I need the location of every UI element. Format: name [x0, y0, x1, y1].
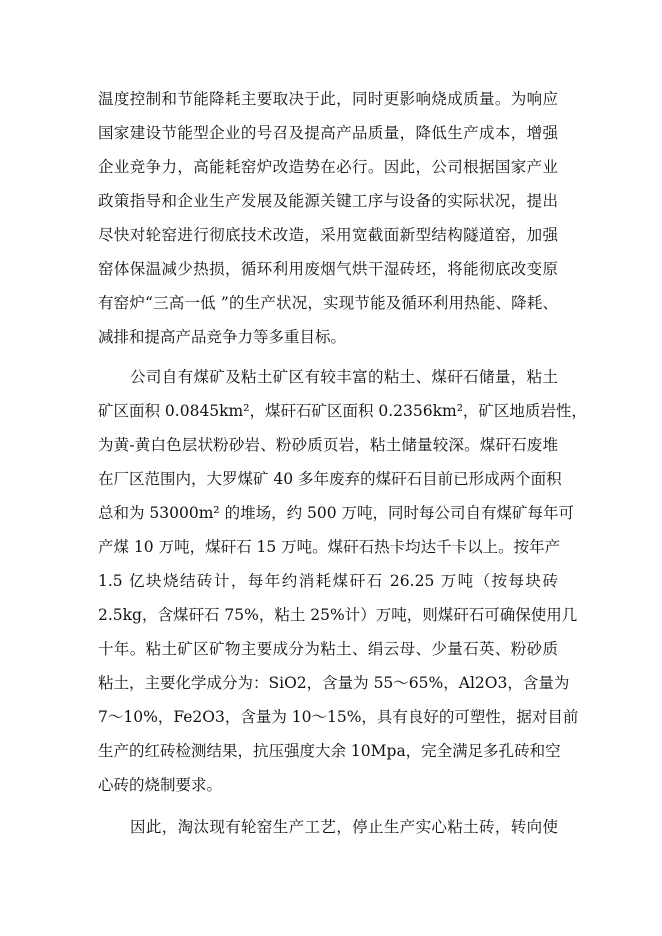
text-line-4: 政策指导和企业生产发展及能源关键工序与设备的实际状况，提出 — [98, 192, 558, 210]
text-line-11: 为黄-黄白色层状粉砂岩、粉砂质页岩，粘土储量较深。煤矸石废堆 — [98, 436, 558, 454]
text-line-12: 在厂区范围内，大罗煤矿 40 多年废弃的煤矸石目前已形成两个面积 — [98, 470, 562, 488]
text-line-15: 1.5 亿块烧结砖计，每年约消耗煤矸石 26.25 万吨（按每块砖 — [98, 572, 558, 590]
text-line-9: 公司自有煤矿及粘土矿区有较丰富的粘土、煤矸石储量，粘土 — [130, 368, 558, 386]
text-line-5: 尽快对轮窑进行彻底技术改造，采用宽截面新型结构隧道窑，加强 — [98, 226, 558, 244]
text-line-2: 国家建设节能型企业的号召及提高产品质量，降低生产成本，增强 — [98, 124, 558, 142]
text-line-19: 7～10%，Fe2O3，含量为 10～15%，具有良好的可塑性，据对目前 — [98, 708, 579, 726]
text-line-8: 减排和提高产品竞争力等多重目标。 — [98, 328, 347, 346]
text-line-17: 十年。粘土矿区矿物主要成分为粘土、绢云母、少量石英、粉砂质 — [98, 640, 558, 658]
text-line-6: 窑体保温减少热损，循环利用废烟气烘干湿砖坯，将能彻底改变原 — [98, 260, 558, 278]
text-line-20: 生产的红砖检测结果，抗压强度大余 10Mpa，完全满足多孔砖和空 — [98, 742, 561, 760]
text-line-22: 因此，淘汰现有轮窑生产工艺，停止生产实心粘土砖，转向使 — [130, 818, 558, 836]
text-line-13: 总和为 53000m² 的堆场，约 500 万吨，同时每公司自有煤矿每年可 — [98, 504, 575, 522]
text-line-18: 粘土，主要化学成分为：SiO2，含量为 55～65%，Al2O3，含量为 — [98, 674, 570, 692]
text-line-16: 2.5kg，含煤矸石 75%，粘土 25%计）万吨，则煤矸石可确保使用几 — [98, 606, 578, 624]
text-line-21: 心砖的烧制要求。 — [98, 776, 223, 794]
text-line-3: 企业竞争力，高能耗窑炉改造势在必行。因此，公司根据国家产业 — [98, 158, 558, 176]
text-line-7: 有窑炉“三高一低 ”的生产状况，实现节能及循环利用热能、降耗、 — [98, 294, 558, 312]
text-line-14: 产煤 10 万吨，煤矸石 15 万吨。煤矸石热卡均达千卡以上。按年产 — [98, 538, 561, 556]
text-line-1: 温度控制和节能降耗主要取决于此，同时更影响烧成质量。为响应 — [98, 90, 558, 108]
text-line-10: 矿区面积 0.0845km²，煤矸石矿区面积 0.2356km²，矿区地质岩性， — [98, 402, 587, 420]
